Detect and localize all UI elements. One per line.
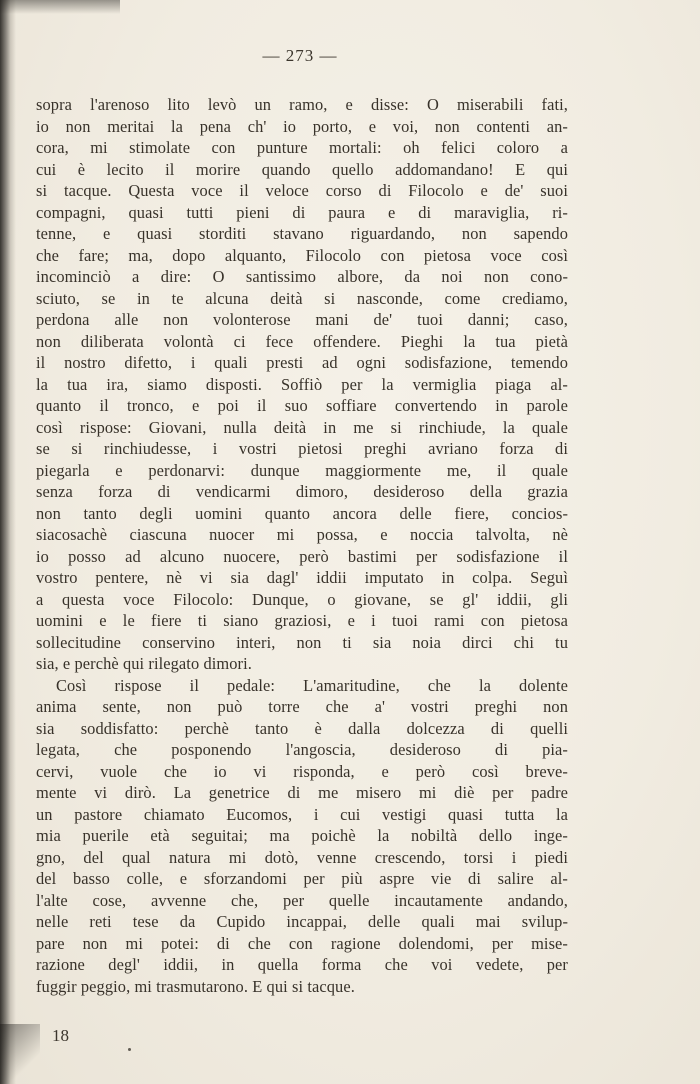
text-line: cui è lecito il morire quando quello addomandano! E qui — [36, 159, 568, 179]
text-line: vostro pentere, nè vi sia dagl' iddii imputato in colpa. Seguì — [36, 568, 568, 587]
text-line: se si rinchiudesse, i vostri pietosi preghi avriano forza di — [36, 439, 568, 458]
text-line: un pastore chiamato Eucomos, i cui vestigi quasi tutta la — [36, 804, 568, 824]
text-line: non diliberata volontà ci fece offendere. Pieghi la tua pietà — [36, 331, 568, 351]
text-line: legata, che posponendo l'angoscia, desideroso di pia- — [36, 740, 568, 759]
text-line: sollecitudine conservino interi, non ti sia noia dirci chi tu — [36, 632, 568, 652]
text-line: fuggir peggio, mi trasmutarono. E qui si tacque. — [36, 976, 355, 996]
ink-speck — [128, 1048, 131, 1051]
text-line: mia puerile età seguitai; ma poichè la nobiltà dello inge- — [36, 826, 568, 845]
text-line: nelle reti tese da Cupido incappai, delle quali mai svilup- — [36, 912, 568, 931]
text-line: non tanto degli uomini quanto ancora delle fiere, concios- — [36, 503, 568, 523]
scan-bottom-left-shadow — [0, 1024, 40, 1084]
text-line: la tua ira, siamo disposti. Soffiò per la vermiglia piaga al- — [36, 374, 568, 394]
paragraph — [36, 94, 568, 675]
paragraph — [36, 675, 568, 998]
text-line: perdona alle non volonterose mani de' tuoi danni; caso, — [36, 310, 568, 329]
text-line: quanto il tronco, e poi il suo soffiare convertendo in parole — [36, 396, 568, 415]
text-line: a questa voce Filocolo: Dunque, o giovane, se gl' iddii, gli — [36, 589, 568, 609]
text-line: mente vi dirò. La genetrice di me misero mi diè per padre — [36, 783, 568, 802]
text-line: pare non mi potei: di che con ragione dolendomi, per mise- — [36, 933, 568, 953]
text-line: anima sente, non può torre che a' vostri preghi non — [36, 697, 568, 716]
text-line: sciuto, se in te alcuna deità si nasconde, come crediamo, — [36, 288, 568, 308]
text-line: cora, mi stimolate con punture mortali: oh felici coloro a — [36, 138, 568, 157]
page-header-number: — 273 — — [262, 46, 338, 65]
text-line: tenne, e quasi storditi stavano riguardando, non sapendo — [36, 224, 568, 243]
scan-left-edge-shadow — [0, 0, 16, 1084]
text-line: l'alte cose, avvenne che, per quelle incautamente andando, — [36, 890, 568, 910]
text-line: cervi, vuole che io vi risponda, e però così breve- — [36, 761, 568, 781]
text-line: io posso ad alcuno nuocere, però bastimi per sodisfazione il — [36, 546, 568, 566]
text-line: siacosachè ciascuna nuocer mi possa, e noccia talvolta, nè — [36, 525, 568, 544]
text-line: Così rispose il pedale: L'amaritudine, che la dolente — [56, 675, 568, 695]
text-line: incominciò a dire: O santissimo albore, da noi non cono- — [36, 267, 568, 286]
page-footer-number: 18 — [52, 1026, 69, 1045]
text-line: gno, del qual natura mi dotò, venne crescendo, torsi i piedi — [36, 847, 568, 867]
text-line: si tacque. Questa voce il veloce corso di Filocolo e de' suoi — [36, 181, 568, 200]
text-line: sia, e perchè qui rilegato dimori. — [36, 654, 252, 673]
text-line: del basso colle, e sforzandomi per più aspre vie di salire al- — [36, 869, 568, 888]
text-line: sia soddisfatto: perchè tanto è dalla dolcezza di quelli — [36, 718, 568, 738]
text-line: che fare; ma, dopo alquanto, Filocolo con pietosa voce così — [36, 245, 568, 265]
text-line: sopra l'arenoso lito levò un ramo, e disse: O miserabili fati, — [36, 95, 568, 114]
scan-top-left-shadow — [0, 0, 120, 14]
text-line: il nostro difetto, i quali presti ad ogni sodisfazione, temendo — [36, 353, 568, 372]
text-line: senza forza di vendicarmi dimoro, desideroso della grazia — [36, 482, 568, 501]
text-line: razione degl' iddii, in quella forma che voi vedete, per — [36, 955, 568, 974]
text-body — [36, 94, 568, 997]
text-line: piegarla e perdonarvi: dunque maggiormente me, il quale — [36, 460, 568, 480]
text-line: compagni, quasi tutti pieni di paura e di maraviglia, ri- — [36, 202, 568, 222]
text-line: io non meritai la pena ch' io porto, e voi, non contenti an- — [36, 116, 568, 136]
text-line: così rispose: Giovani, nulla deità in me si rinchiude, la quale — [36, 417, 568, 437]
text-line: uomini e le fiere ti siano graziosi, e i tuoi rami con pietosa — [36, 611, 568, 630]
